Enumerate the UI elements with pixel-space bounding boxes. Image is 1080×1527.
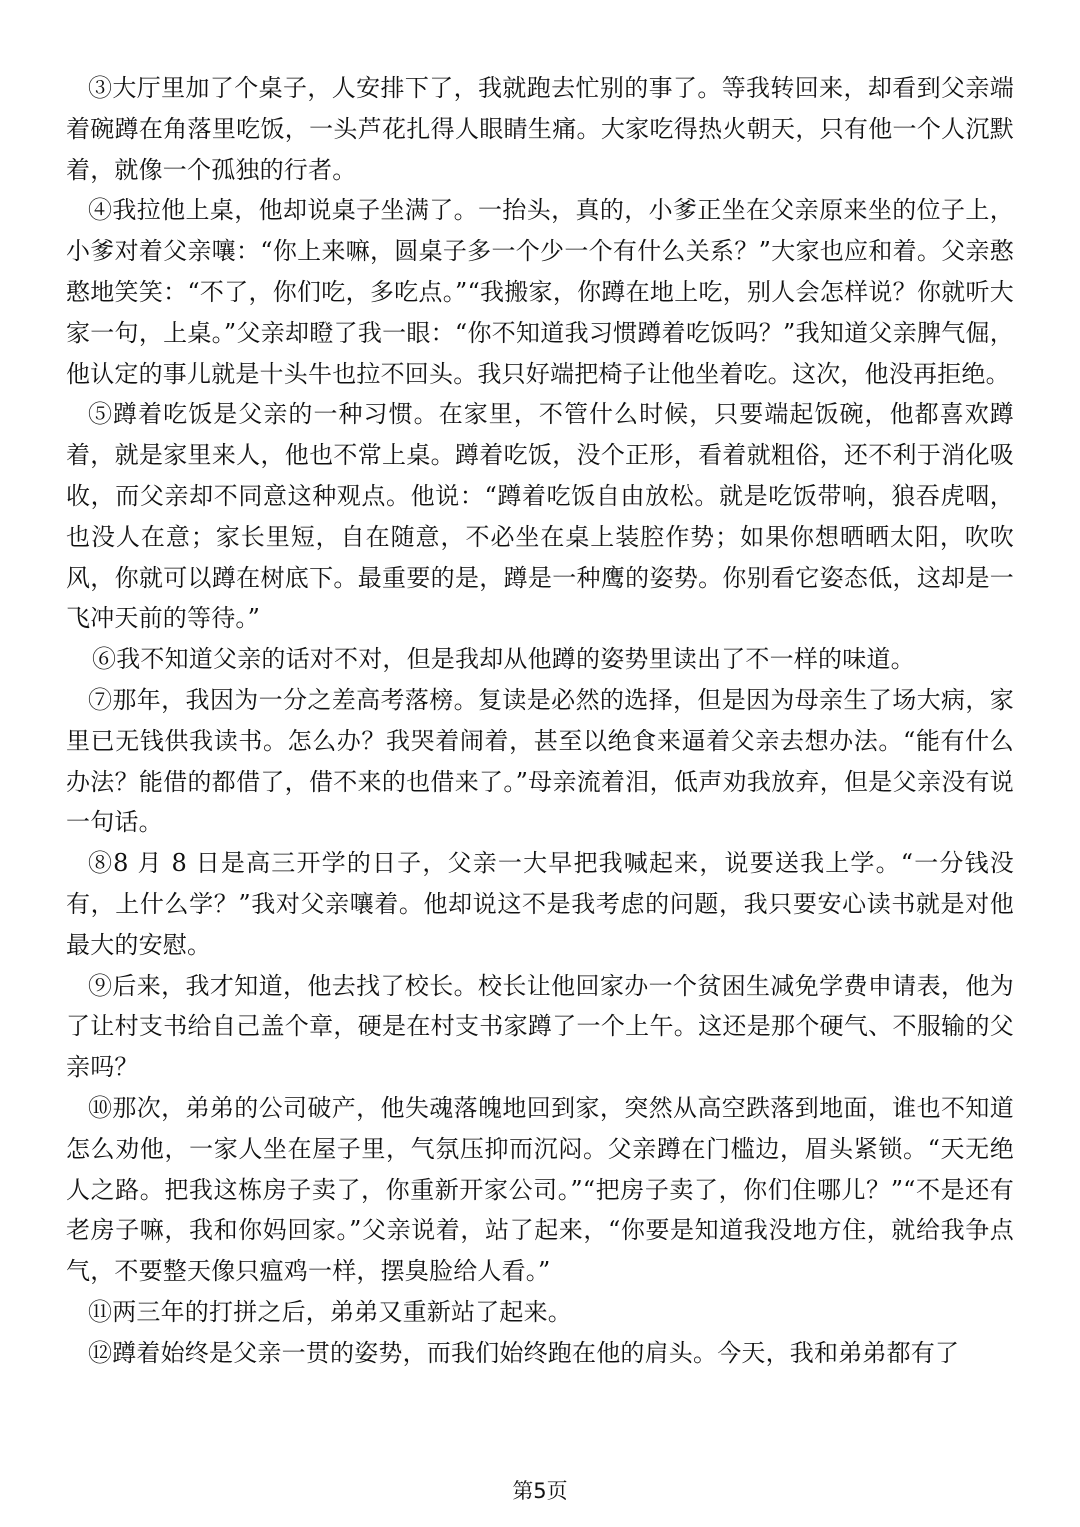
paragraph-6: ⑥我不知道父亲的话对不对，但是我却从他蹲的姿势里读出了不一样的味道。 xyxy=(92,645,915,674)
page-number: 第5页 xyxy=(512,1479,568,1503)
page-body xyxy=(66,68,1014,1374)
paragraph-11: ⑪两三年的打拼之后，弟弟又重新站了起来。 xyxy=(88,1297,572,1326)
paragraph-10: ⑩那次，弟弟的公司破产，他失魂落魄地回到家，突然从高空跌落到地面，谁也不知道怎么劝他，一家人坐在屋子里，气氛压抑而沉闷。父亲蹲在门槛边，眉头紧锁。“天无绝人之路。把我这栋房子卖了，你重新开家公司。”“把房子卖了，你们住哪儿？”“不是还有老房子嘛，我和你妈回家。”父亲说着，站了起来，“你要是知道我没地方住，就给我争点气，不要整天像只瘟鸡一样，摆臭脸给人看。” xyxy=(66,1093,1014,1286)
paragraph-9: ⑨后来，我才知道，他去找了校长。校长让他回家办一个贫困生减免学费申请表，他为了让村支书给自己盖个章，硬是在村支书家蹲了一个上午。这还是那个硬气、不服输的父亲吗？ xyxy=(66,971,1014,1082)
paragraph-5: ⑤蹲着吃饭是父亲的一种习惯。在家里，不管什么时候，只要端起饭碗，他都喜欢蹲着，就是家里来人，他也不常上桌。蹲着吃饭，没个正形，看着就粗俗，还不利于消化吸收，而父亲却不同意这种观点。他说：“蹲着吃饭自由放松。就是吃饭带响，狼吞虎咽，也没人在意；家长里短，自在随意，不必坐在桌上装腔作势；如果你想晒晒太阳，吹吹风，你就可以蹲在树底下。最重要的是，蹲是一种鹰的姿势。你别看它姿态低，这却是一飞冲天前的等待。” xyxy=(66,400,1014,633)
paragraph-4: ④我拉他上桌，他却说桌子坐满了。一抬头，真的，小爹正坐在父亲原来坐的位子上，小爹对着父亲嚷：“你上来嘛，圆桌子多一个少一个有什么关系？”大家也应和着。父亲憨憨地笑笑：“不了，你们吃，多吃点。”“我搬家，你蹲在地上吃，别人会怎样说？你就听大家一句，上桌。”父亲却瞪了我一眼：“你不知道我习惯蹲着吃饭吗？”我知道父亲脾气倔，他认定的事儿就是十头牛也拉不回头。我只好端把椅子让他坐着吃。这次，他没再拒绝。 xyxy=(66,196,1014,388)
paragraph-8: ⑧8 月 8 日是高三开学的日子，父亲一大早把我喊起来，说要送我上学。“一分钱没有，上什么学？”我对父亲嚷着。他却说这不是我考虑的问题，我只要安心读书就是对他最大的安慰。 xyxy=(66,849,1014,959)
paragraph-12: ⑫蹲着始终是父亲一贯的姿势，而我们始终跑在他的肩头。今天，我和弟弟都有了 xyxy=(88,1338,960,1367)
paragraph-7: ⑦那年，我因为一分之差高考落榜。复读是必然的选择，但是因为母亲生了场大病，家里已无钱供我读书。怎么办？我哭着闹着，甚至以绝食来逼着父亲去想办法。“能有什么办法？能借的都借了，借不来的也借来了。”母亲流着泪，低声劝我放弃，但是父亲没有说一句话。 xyxy=(66,685,1014,837)
paragraph-3: ③大厅里加了个桌子，人安排下了，我就跑去忙别的事了。等我转回来，却看到父亲端着碗蹲在角落里吃饭，一头芦花扎得人眼睛生痛。大家吃得热火朝天，只有他一个人沉默着，就像一个孤独的行者。 xyxy=(66,74,1014,184)
